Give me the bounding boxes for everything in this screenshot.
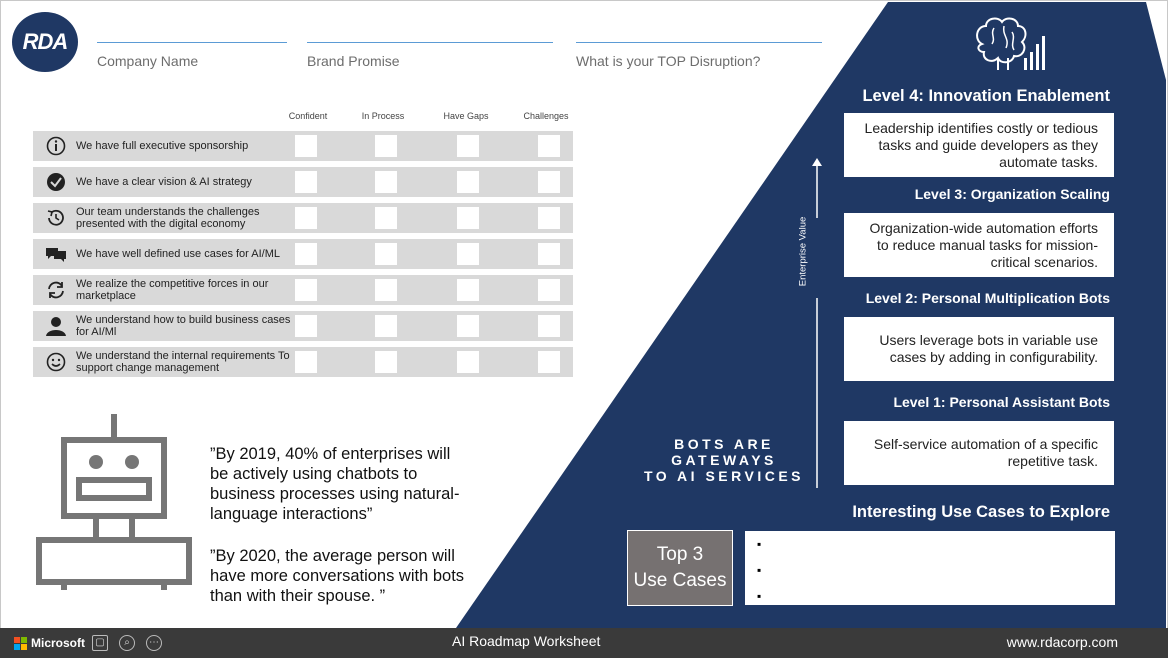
- quote-2019: ”By 2019, 40% of enterprises will be actively using chatbots to business processes using natural-language interactions”: [210, 445, 460, 523]
- col-confident: Confident: [288, 111, 328, 121]
- col-have-gaps: Have Gaps: [443, 111, 489, 121]
- bottom-bar: [0, 628, 1168, 658]
- checklist-row: [33, 275, 573, 305]
- top-disruption-field[interactable]: What is your TOP Disruption?: [576, 42, 822, 69]
- microsoft-grid-icon: [14, 637, 27, 650]
- history-clock-icon: [45, 208, 67, 228]
- checkbox-have-gaps[interactable]: [457, 315, 479, 337]
- level-1-title: Level 1: Personal Assistant Bots: [893, 394, 1110, 410]
- checkbox-have-gaps[interactable]: [457, 207, 479, 229]
- checkbox-confident[interactable]: [295, 171, 317, 193]
- use-case-bullet: ▪: [757, 563, 762, 577]
- level-4-title: Level 4: Innovation Enablement: [862, 87, 1110, 105]
- enterprise-value-label: Enterprise Value: [797, 216, 809, 287]
- company-name-field[interactable]: Company Name: [97, 42, 287, 69]
- level-1-text: Self-service automation of a specific repetitive task.: [873, 436, 1098, 469]
- gateway-line-2: GATEWAYS: [671, 452, 777, 468]
- top3-line-1: Top 3: [656, 544, 704, 565]
- checklist-row: [33, 311, 573, 341]
- level-3-title: Level 3: Organization Scaling: [914, 186, 1110, 202]
- checkbox-confident[interactable]: [295, 351, 317, 373]
- checklist-row: [33, 167, 573, 197]
- checklist-row: [33, 203, 573, 233]
- row-label: Our team understands the challenges presented with the digital economy: [76, 206, 260, 230]
- use-case-bullet: ▪: [757, 589, 762, 603]
- level-2-text: Users leverage bots in variable use cases by adding in configurability.: [879, 332, 1098, 365]
- checkbox-challenges[interactable]: [538, 171, 560, 193]
- checkbox-have-gaps[interactable]: [457, 279, 479, 301]
- checklist-row: [33, 239, 573, 269]
- checkbox-challenges[interactable]: [538, 243, 560, 265]
- info-icon: [45, 136, 67, 156]
- row-label: We have a clear vision & AI strategy: [76, 176, 252, 188]
- checkbox-challenges[interactable]: [538, 207, 560, 229]
- checkbox-in-process[interactable]: [375, 135, 397, 157]
- enterprise-value-arrow: [810, 158, 824, 490]
- refresh-icon: [45, 280, 67, 300]
- robot-icon: [34, 412, 194, 592]
- slides-icon[interactable]: ▢: [92, 635, 108, 651]
- row-label: We have well defined use cases for AI/ML: [76, 248, 281, 260]
- checklist-row: [33, 131, 573, 161]
- checkbox-have-gaps[interactable]: [457, 243, 479, 265]
- level-4-text: Leadership identifies costly or tedious tasks and guide developers as they automate tasks.: [864, 119, 1098, 170]
- level-2-title: Level 2: Personal Multiplication Bots: [865, 290, 1110, 306]
- person-icon: [45, 316, 67, 336]
- gateway-line-3: TO AI SERVICES: [644, 468, 804, 484]
- checklist-row: [33, 347, 573, 377]
- checkbox-in-process[interactable]: [375, 171, 397, 193]
- level-3-text: Organization-wide automation efforts to reduce manual tasks for mission-critical scenarios.: [869, 219, 1098, 270]
- checkbox-confident[interactable]: [295, 207, 317, 229]
- checkbox-have-gaps[interactable]: [457, 351, 479, 373]
- rda-logo: RDA: [12, 12, 78, 72]
- smile-icon: [45, 352, 67, 372]
- check-badge-icon: [45, 172, 67, 192]
- top3-box: [627, 530, 733, 606]
- checkbox-challenges[interactable]: [538, 279, 560, 301]
- microsoft-label: Microsoft: [31, 636, 85, 650]
- bots-gateway-text: [640, 436, 808, 484]
- checkbox-in-process[interactable]: [375, 207, 397, 229]
- checkbox-confident[interactable]: [295, 315, 317, 337]
- chat-bubbles-icon: [45, 244, 67, 264]
- microsoft-logo: [14, 636, 85, 650]
- checkbox-in-process[interactable]: [375, 351, 397, 373]
- checkbox-confident[interactable]: [295, 279, 317, 301]
- checkbox-confident[interactable]: [295, 135, 317, 157]
- checkbox-challenges[interactable]: [538, 315, 560, 337]
- use-cases-title: Interesting Use Cases to Explore: [852, 503, 1110, 521]
- worksheet-title: AI Roadmap Worksheet: [452, 633, 601, 649]
- row-label: We understand the internal requirements To support change management: [76, 350, 290, 374]
- checkbox-challenges[interactable]: [538, 351, 560, 373]
- checkbox-confident[interactable]: [295, 243, 317, 265]
- level-4-box: [843, 112, 1115, 178]
- checkbox-in-process[interactable]: [375, 315, 397, 337]
- more-options-icon[interactable]: ⋯: [146, 635, 162, 651]
- col-in-process: In Process: [361, 111, 405, 121]
- checkbox-in-process[interactable]: [375, 243, 397, 265]
- gateway-line-1: BOTS ARE: [674, 436, 774, 452]
- checkbox-have-gaps[interactable]: [457, 171, 479, 193]
- use-case-bullet: ▪: [757, 537, 762, 551]
- row-label: We realize the competitive forces in our marketplace: [76, 278, 269, 302]
- row-label: We understand how to build business cases for AI/Ml: [76, 314, 291, 338]
- checkbox-in-process[interactable]: [375, 279, 397, 301]
- level-1-box: [843, 420, 1115, 486]
- checkbox-have-gaps[interactable]: [457, 135, 479, 157]
- checkbox-challenges[interactable]: [538, 135, 560, 157]
- brain-chart-icon: [972, 14, 1050, 72]
- website-url[interactable]: www.rdacorp.com: [1006, 634, 1118, 650]
- level-3-box: [843, 212, 1115, 278]
- level-2-box: [843, 316, 1115, 382]
- zoom-icon[interactable]: ⌕: [119, 635, 135, 651]
- brand-promise-field[interactable]: Brand Promise: [307, 42, 553, 69]
- quote-2020: ”By 2020, the average person will have more conversations with bots than with their spouse. ”: [210, 547, 465, 605]
- use-cases-input-box[interactable]: [744, 530, 1116, 606]
- top3-line-2: Use Cases: [633, 570, 727, 591]
- col-challenges: Challenges: [523, 111, 569, 121]
- row-label: We have full executive sponsorship: [76, 140, 249, 152]
